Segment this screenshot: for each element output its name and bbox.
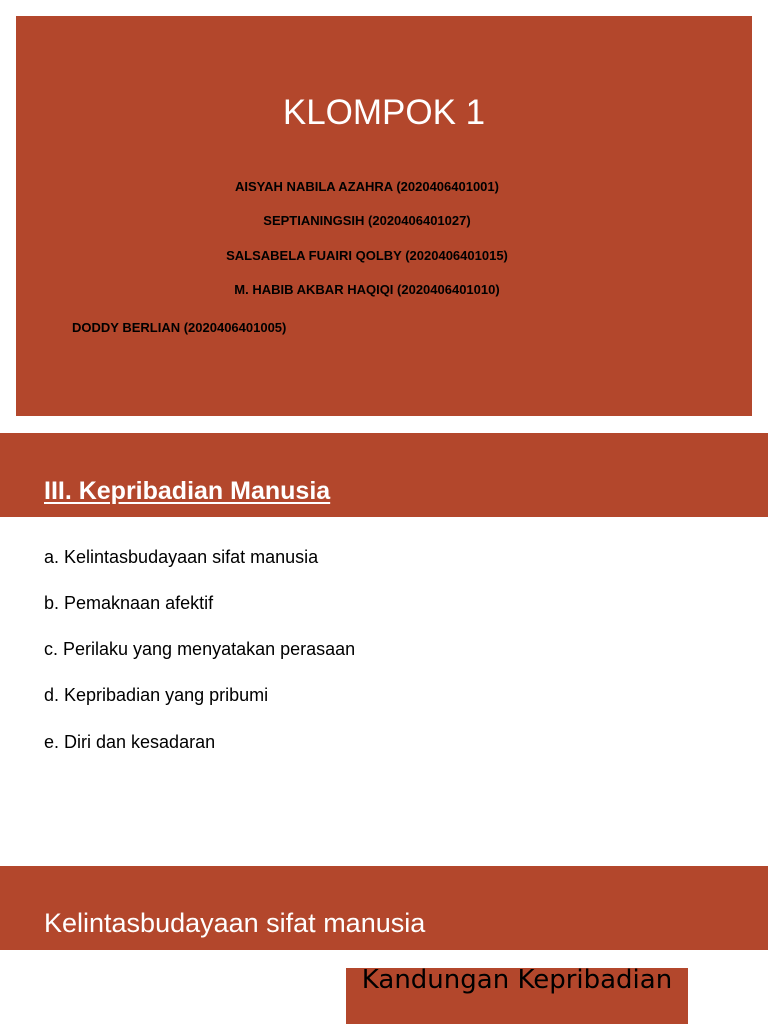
box-label: Kandungan Kepribadian [361,968,673,995]
slide-title: KLOMPOK 1 [282,93,486,132]
list-item: b. Pemaknaan afektif [44,593,214,613]
list-item: e. Diri dan kesadaran [44,732,216,752]
member-name: SEPTIANINGSIH (2020406401027) [263,213,471,228]
content-box [346,968,688,1024]
member-name: SALSABELA FUAIRI QOLBY (2020406401015) [226,248,508,263]
slide-group-title [16,16,752,416]
member-name: AISYAH NABILA AZAHRA (2020406401001) [235,179,499,194]
member-name: DODDY BERLIAN (2020406401005) [72,320,287,335]
slide-title: Kelintasbudayaan sifat manusia [44,908,426,938]
list-item: d. Kepribadian yang pribumi [44,685,269,705]
member-name: M. HABIB AKBAR HAQIQI (2020406401010) [234,282,500,297]
list-item: a. Kelintasbudayaan sifat manusia [44,547,319,567]
list-item: c. Perilaku yang menyatakan perasaan [44,639,356,659]
section-title: III. Kepribadian Manusia [44,477,331,505]
